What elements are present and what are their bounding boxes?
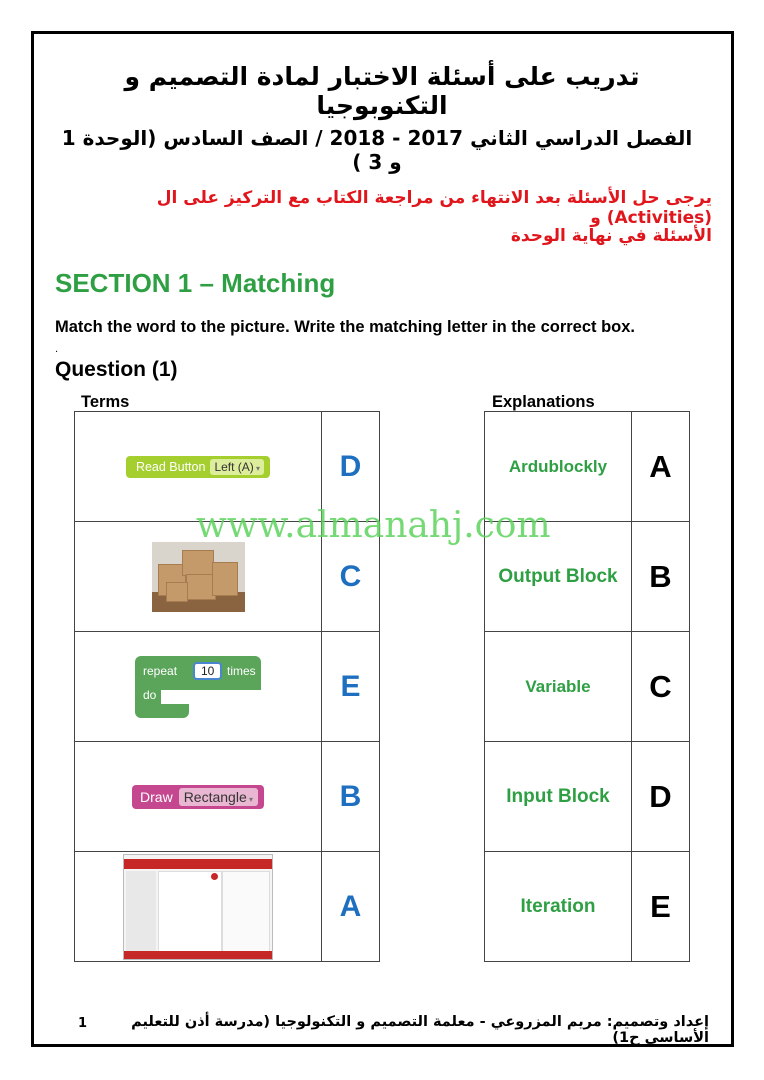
table-row (75, 522, 380, 632)
question-label: Question (1) (55, 358, 178, 381)
times-label: times (227, 663, 256, 678)
explanation-word: Variable (485, 632, 632, 742)
ardublockly-screenshot-image (123, 854, 273, 960)
explanation-letter: A (632, 412, 690, 522)
page-title: تدريب على أسئلة الاختبار لمادة التصميم و التكنوبوجيا (124, 62, 640, 120)
terms-table (74, 411, 380, 962)
repeat-block-image (135, 656, 261, 718)
table-row (485, 412, 690, 522)
page-subtitle: الفصل الدراسي الثاني 2017 - 2018 / الصف السادس (الوحدة 1 و 3 ) (61, 126, 693, 174)
term-picture-cell (75, 412, 322, 522)
explanation-word: Iteration (485, 852, 632, 962)
block-label: Draw (140, 788, 173, 805)
table-row (75, 412, 380, 522)
table-row (485, 852, 690, 962)
cardboard-boxes-image (152, 542, 245, 612)
explanations-table (484, 411, 690, 962)
explanation-letter: C (632, 632, 690, 742)
stray-dot: . (55, 344, 59, 355)
answer-box[interactable]: D (322, 412, 380, 522)
explanation-word: Ardublockly (485, 412, 632, 522)
explanation-word: Input Block (485, 742, 632, 852)
explanation-word: Output Block (485, 522, 632, 632)
instruction-note-line2: الأسئلة في نهاية الوحدة (510, 226, 712, 246)
section-instruction: Match the word to the picture. Write the matching letter in the correct box. (55, 318, 636, 336)
draw-rectangle-block-image (132, 785, 264, 809)
term-picture-cell (75, 852, 322, 962)
page-number: 1 (78, 1016, 88, 1031)
answer-box[interactable]: A (322, 852, 380, 962)
table-row (75, 742, 380, 852)
repeat-count: 10 (193, 662, 222, 680)
table-row (75, 852, 380, 962)
term-picture-cell (75, 742, 322, 852)
explanations-header: Explanations (492, 393, 595, 411)
footer-credit: إعداد وتصميم: مريم المزروعي - معلمة التصميم و التكنولوجيا (مدرسة أذن للتعليم الأساسي ح1) (131, 1014, 709, 1046)
table-row (485, 522, 690, 632)
explanation-letter: E (632, 852, 690, 962)
terms-header: Terms (81, 393, 130, 411)
table-row (485, 742, 690, 852)
term-picture-cell (75, 522, 322, 632)
block-value: Left (A) ▾ (210, 459, 264, 475)
table-row (75, 632, 380, 742)
read-button-block-image (126, 456, 270, 478)
answer-box[interactable]: B (322, 742, 380, 852)
instruction-note-line1: يرجى حل الأسئلة بعد الانتهاء من مراجعة الكتاب مع التركيز على ال (Activities) و (156, 188, 712, 228)
answer-box[interactable]: E (322, 632, 380, 742)
do-label: do (143, 687, 157, 702)
block-value: Rectangle ▾ (179, 788, 258, 806)
explanation-letter: D (632, 742, 690, 852)
section-title: SECTION 1 – Matching (55, 268, 336, 298)
watermark: www.almanahj.com (196, 505, 551, 546)
explanation-letter: B (632, 522, 690, 632)
table-row (485, 632, 690, 742)
answer-box[interactable]: C (322, 522, 380, 632)
block-label: Read Button (135, 459, 206, 474)
term-picture-cell (75, 632, 322, 742)
repeat-label: repeat (143, 663, 178, 678)
